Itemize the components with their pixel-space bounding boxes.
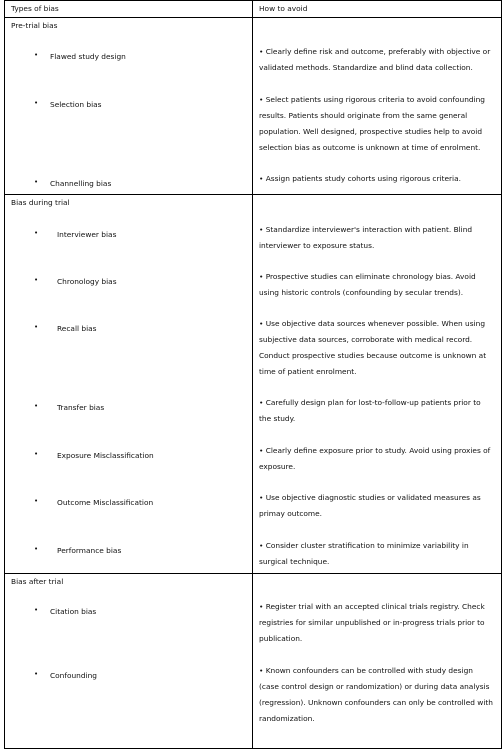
bias-name: Exposure Misclassification [57, 451, 154, 460]
bullet-icon: • [34, 497, 39, 505]
avoid-text: • Use objective diagnostic studies or validated measures as primay outcome. [259, 493, 481, 518]
bias-name: Confounding [50, 671, 97, 680]
bullet-icon: • [34, 606, 39, 614]
section-title-after-trial: Bias after trial [11, 577, 64, 586]
bias-table-page [4, 0, 500, 748]
avoid-text: • Carefully design plan for lost-to-follow-up patients prior to the study. [259, 398, 481, 423]
avoid-text: • Register trial with an accepted clinical trials registry. Check registries for similar unpublished or in-progress trials prior to publication. [259, 602, 485, 643]
bullet-icon: • [34, 99, 39, 107]
bias-name: Recall bias [57, 324, 97, 333]
section-during-trial-bias-cell [5, 195, 253, 574]
avoid-text: • Consider cluster stratification to minimize variability in surgical technique. [259, 541, 469, 566]
header-how-to-avoid: How to avoid [259, 4, 308, 13]
section-after-trial-bias-cell [5, 574, 253, 749]
section-row-during-trial [5, 195, 502, 574]
avoid-text: • Prospective studies can eliminate chronology bias. Avoid using historic controls (confounding by secular trends). [259, 272, 476, 297]
section-row-after-trial [5, 574, 502, 749]
bias-name: Selection bias [50, 100, 102, 109]
section-during-trial-avoid-cell [253, 195, 502, 574]
bias-name: Channelling bias [50, 179, 112, 188]
section-pre-trial-bias-cell [5, 18, 253, 195]
avoid-text: • Standardize interviewer's interaction with patient. Blind interviewer to exposure status. [259, 225, 473, 250]
bias-table [4, 0, 502, 749]
section-after-trial-avoid-cell [253, 574, 502, 749]
bullet-icon: • [34, 51, 39, 59]
bias-name: Chronology bias [57, 277, 117, 286]
bias-name: Outcome Misclassification [57, 498, 154, 507]
avoid-text: • Clearly define exposure prior to study. Avoid using proxies of exposure. [259, 446, 491, 471]
bullet-icon: • [34, 276, 39, 284]
avoid-text: • Select patients using rigorous criteria to avoid confounding results. Patients should originate from the same general population. Well designed, prospective studies help to avoid selection bias as outcome is unknown at time of enrolment. [259, 95, 485, 152]
bullet-icon: • [34, 323, 39, 331]
section-title-pre-trial: Pre-trial bias [11, 21, 58, 30]
bias-name: Transfer bias [57, 403, 105, 412]
bullet-icon: • [34, 545, 39, 553]
bullet-icon: • [34, 450, 39, 458]
section-row-pre-trial [5, 18, 502, 195]
avoid-text: • Clearly define risk and outcome, preferably with objective or validated methods. Standardize and blind data collection. [259, 47, 491, 72]
bias-name: Citation bias [50, 607, 97, 616]
avoid-text: • Use objective data sources whenever possible. When using subjective data sources, corroborate with medical record. Conduct prospective studies because outcome is unknown at time of patient enrolment. [259, 319, 487, 376]
bias-name: Performance bias [57, 546, 122, 555]
section-title-during-trial: Bias during trial [11, 198, 70, 207]
bullet-icon: • [34, 229, 39, 237]
bias-name: Interviewer bias [57, 230, 117, 239]
bias-name: Flawed study design [50, 52, 126, 61]
table-header-row [5, 1, 502, 18]
section-pre-trial-avoid-cell [253, 18, 502, 195]
avoid-text: • Known confounders can be controlled with study design (case control design or randomization) or during data analysis (regression). Unknown confounders can only be controlled with randomization. [259, 666, 493, 723]
bullet-icon: • [34, 670, 39, 678]
bullet-icon: • [34, 178, 39, 186]
avoid-text: • Assign patients study cohorts using rigorous criteria. [259, 174, 461, 183]
bullet-icon: • [34, 402, 39, 410]
header-cell-avoid [253, 1, 502, 18]
header-cell-types [5, 1, 253, 18]
header-types-of-bias: Types of bias [11, 4, 59, 13]
